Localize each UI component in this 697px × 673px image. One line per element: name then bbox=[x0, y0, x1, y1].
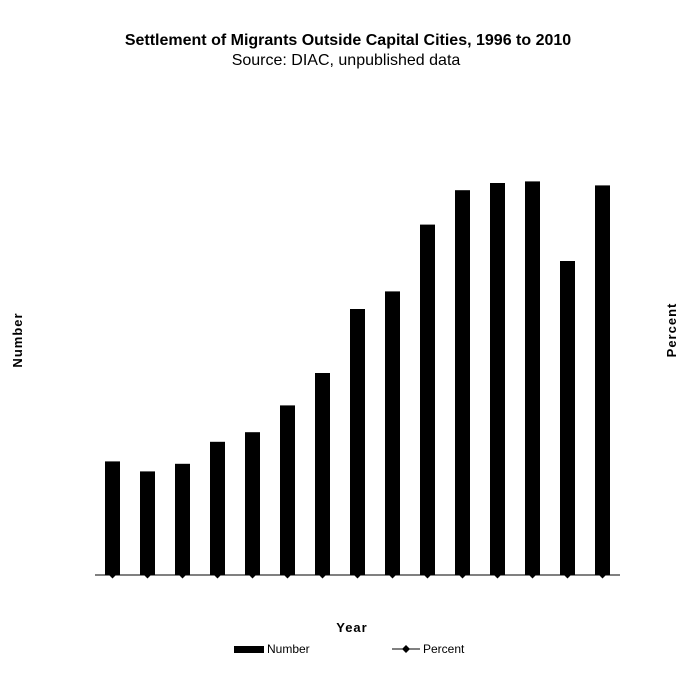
bar bbox=[595, 185, 610, 575]
bar bbox=[245, 432, 260, 575]
y-axis-label-right: Percent bbox=[664, 302, 679, 358]
bar bbox=[175, 464, 190, 575]
chart-subtitle: Source: DIAC, unpublished data bbox=[231, 52, 461, 69]
chart-title: Settlement of Migrants Outside Capital Cities, 1996 to 2010 bbox=[124, 32, 572, 49]
bar bbox=[490, 183, 505, 575]
bar bbox=[385, 291, 400, 575]
legend bbox=[234, 642, 465, 656]
bar-series bbox=[105, 181, 610, 575]
legend-label-percent: Percent bbox=[423, 642, 465, 656]
legend-marker-percent bbox=[402, 645, 410, 653]
bar bbox=[315, 373, 330, 575]
bar bbox=[525, 181, 540, 575]
bar bbox=[420, 225, 435, 575]
bar bbox=[280, 405, 295, 575]
legend-label-number: Number bbox=[267, 642, 310, 656]
x-axis-label: Year bbox=[336, 620, 368, 635]
y-axis-label-left: Number bbox=[10, 312, 25, 368]
bar bbox=[210, 442, 225, 575]
bar bbox=[105, 461, 120, 575]
bar bbox=[455, 190, 470, 575]
bar bbox=[140, 471, 155, 575]
legend-swatch-number bbox=[234, 646, 264, 653]
bar bbox=[560, 261, 575, 575]
bar bbox=[350, 309, 365, 575]
